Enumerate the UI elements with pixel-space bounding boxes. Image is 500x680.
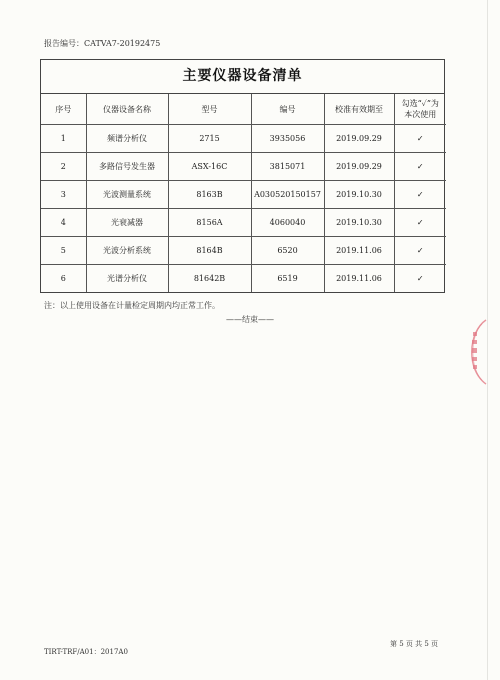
cell-calibration: 2019.10.30 <box>324 181 394 209</box>
cell-name: 光波测量系统 <box>86 181 168 209</box>
cell-no: 6 <box>41 265 86 293</box>
cell-serial: 3935056 <box>251 125 324 153</box>
cell-serial: 4060040 <box>251 209 324 237</box>
check-mark: ✓ <box>394 209 446 237</box>
form-code: TIRT-TRF/A01：2017A0 <box>44 648 128 656</box>
cell-no: 5 <box>41 237 86 265</box>
cell-model: 8156A <box>168 209 251 237</box>
table-row <box>41 153 446 181</box>
header-calibration: 校准有效期至 <box>324 94 394 125</box>
cell-calibration: 2019.10.30 <box>324 209 394 237</box>
cell-name: 光衰减器 <box>86 209 168 237</box>
table-header-row <box>41 94 446 125</box>
table-row <box>41 209 446 237</box>
cell-no: 1 <box>41 125 86 153</box>
page-number: 第 5 页 共 5 页 <box>390 640 439 648</box>
check-mark: ✓ <box>394 181 446 209</box>
cell-serial: 6519 <box>251 265 324 293</box>
cell-name: 频谱分析仪 <box>86 125 168 153</box>
cell-calibration: 2019.11.06 <box>324 237 394 265</box>
cell-model: 81642B <box>168 265 251 293</box>
table-row <box>41 181 446 209</box>
header-name: 仪器设备名称 <box>86 94 168 125</box>
check-mark: ✓ <box>394 125 446 153</box>
cell-model: 8164B <box>168 237 251 265</box>
check-mark: ✓ <box>394 237 446 265</box>
check-mark: ✓ <box>394 265 446 293</box>
cell-name: 光波分析系统 <box>86 237 168 265</box>
cell-serial: 6520 <box>251 237 324 265</box>
equipment-table <box>41 94 446 292</box>
table-row <box>41 125 446 153</box>
cell-no: 3 <box>41 181 86 209</box>
cell-serial: 3815071 <box>251 153 324 181</box>
equipment-list-table <box>40 59 445 293</box>
cell-model: 2715 <box>168 125 251 153</box>
table-row <box>41 237 446 265</box>
report-number: 报告编号：CATVA7-20192475 <box>44 39 161 48</box>
cell-no: 4 <box>41 209 86 237</box>
partial-seal-stamp <box>460 318 490 386</box>
cell-model: ASX-16C <box>168 153 251 181</box>
cell-calibration: 2019.11.06 <box>324 265 394 293</box>
note-text: 注：以上使用设备在计量检定周期内均正常工作。 <box>44 301 220 310</box>
header-no: 序号 <box>41 94 86 125</box>
cell-calibration: 2019.09.29 <box>324 125 394 153</box>
end-marker: ——结束—— <box>226 315 274 324</box>
cell-no: 2 <box>41 153 86 181</box>
table-title: 主要仪器设备清单 <box>41 60 444 94</box>
table-row <box>41 265 446 293</box>
header-check: 勾选“✓”为 本次使用 <box>394 94 446 125</box>
cell-name: 多路信号发生器 <box>86 153 168 181</box>
cell-name: 光谱分析仪 <box>86 265 168 293</box>
header-serial: 编号 <box>251 94 324 125</box>
cell-calibration: 2019.09.29 <box>324 153 394 181</box>
cell-serial: A030520150157 <box>251 181 324 209</box>
check-mark: ✓ <box>394 153 446 181</box>
header-model: 型号 <box>168 94 251 125</box>
cell-model: 8163B <box>168 181 251 209</box>
